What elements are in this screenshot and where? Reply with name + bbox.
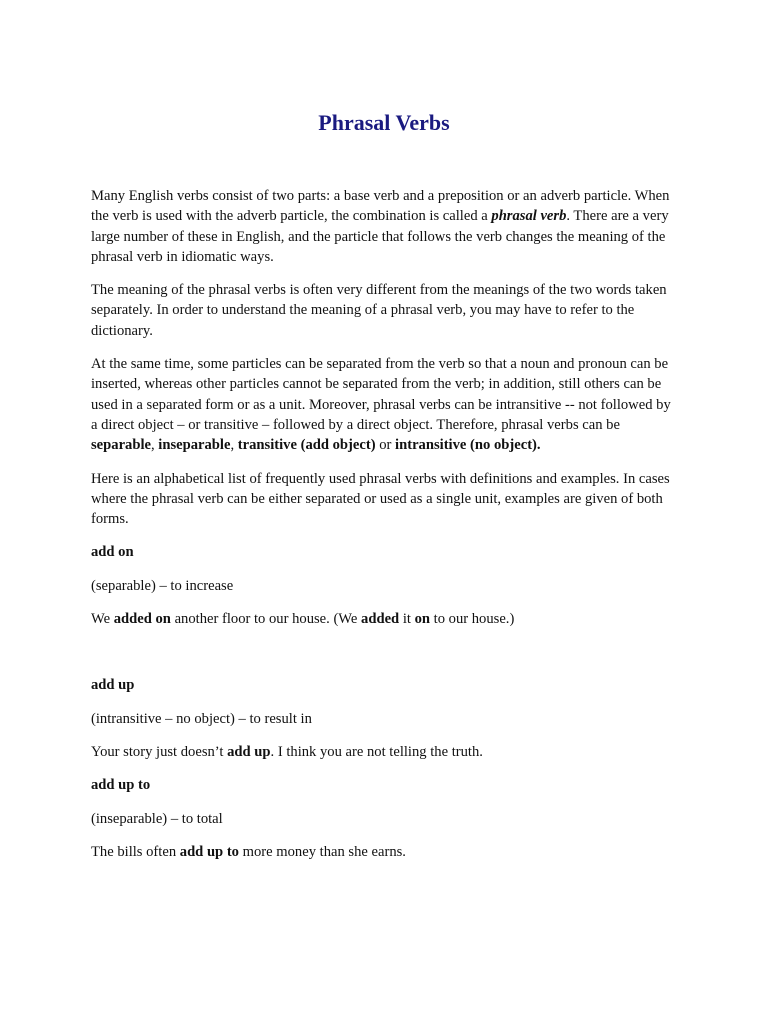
intro-paragraph-3: [91, 354, 673, 455]
term-inseparable: inseparable: [158, 437, 231, 454]
verb-heading: add up: [91, 677, 135, 694]
page-title: Phrasal Verbs: [318, 110, 450, 135]
example-text: another floor to our house. (We: [170, 611, 362, 628]
example-text: Your story just doesn’t: [91, 743, 228, 760]
intro-text: . There are a very large number of these in English, and the particle that follows the verb changes the meaning of the phrasal verb in idiomatic ways.: [91, 208, 669, 265]
verb-heading: add up to: [91, 777, 151, 794]
separator: ,: [230, 437, 238, 454]
entry-definition: (inseparable) – to total: [91, 810, 223, 827]
example-bold: add up to: [179, 843, 239, 860]
example-bold: added: [361, 611, 400, 628]
intro-paragraph-1: [91, 186, 673, 267]
intro-paragraph-4: Here is an alphabetical list of frequently used phrasal verbs with definitions and examples. In cases where the phrasal verb can be either separated or used as a single unit, examples are given of both forms.: [91, 470, 670, 528]
term-phrasal-verb: phrasal verb: [491, 208, 567, 225]
intro-paragraph-2: The meaning of the phrasal verbs is often very different from the meanings of the two words taken separately. In order to understand the meaning of a phrasal verb, you may have to refer to the dictionary.: [91, 282, 667, 339]
term-intransitive: intransitive (no object).: [395, 437, 541, 454]
example-text: more money than she earns.: [238, 843, 406, 860]
example-bold: add up: [227, 743, 271, 760]
entry-definition: (separable) – to increase: [91, 577, 234, 594]
document-body: [91, 186, 673, 875]
example-text: We: [91, 611, 114, 628]
intro-text: At the same time, some particles can be separated from the verb so that a noun and pronoun can be inserted, whereas other particles cannot be separated from the verb; in addition, still others can be used in a separated form or as a unit. Moreover, phrasal verbs can be intransitive -- not followed by a direct object – or transitive – followed by a direct object. Therefore, phrasal verbs can be: [91, 356, 671, 433]
example-bold: added on: [113, 611, 171, 628]
entry-example: [91, 609, 673, 629]
example-text: The bills often: [91, 843, 180, 860]
example-text: it: [399, 611, 415, 628]
example-bold: on: [414, 611, 430, 628]
example-text: to our house.): [430, 611, 515, 628]
term-separable: separable: [91, 437, 151, 454]
example-text: . I think you are not telling the truth.: [270, 743, 483, 760]
entry-example: [91, 742, 673, 762]
separator: ,: [151, 437, 159, 454]
entry-verb: [91, 775, 673, 795]
separator: or: [375, 437, 396, 454]
verb-heading: add on: [91, 544, 134, 561]
entry-example: [91, 842, 673, 862]
term-transitive: transitive (add object): [237, 437, 376, 454]
entry-verb: [91, 542, 673, 562]
intro-text: Many English verbs consist of two parts: a base verb and a preposition or an adverb particle. When the verb is used with the adverb particle, the combination is called a: [91, 188, 670, 225]
entry-definition: (intransitive – no object) – to result in: [91, 710, 312, 727]
entry-verb: [91, 675, 673, 695]
